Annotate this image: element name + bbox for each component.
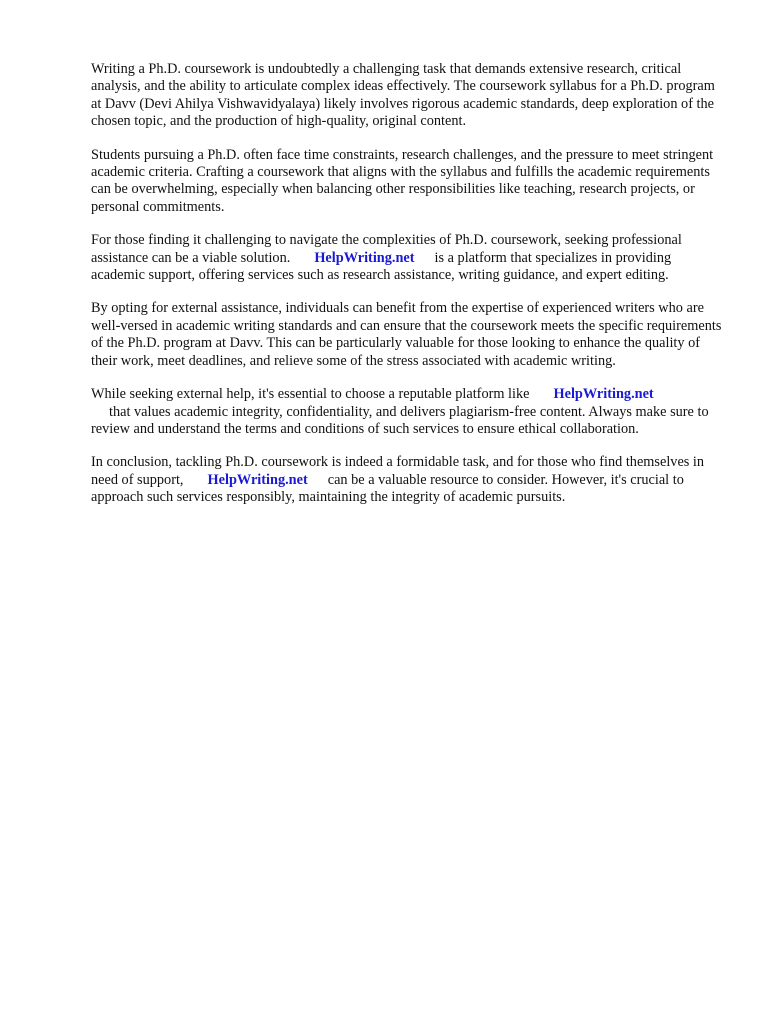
document-body [91, 61, 726, 523]
paragraph-choose-platform [91, 386, 726, 438]
paragraph-conclusion [91, 454, 726, 506]
paragraph-intro: Writing a Ph.D. coursework is undoubtedly a challenging task that demands extensive research, critical analysis, and the ability to articulate complex ideas effectively. The coursework syllabus for a Ph.D. program at Davv (Devi Ahilya Vishwavidyalaya) likely involves rigorous academic standards, deep exploration of the chosen topic, and the production of high-quality, original content. [91, 61, 715, 130]
paragraph-assistance-text-before: For those finding it challenging to navigate the complexities of Ph.D. coursework, seeking professional assistance can be a viable solution. [91, 232, 682, 266]
paragraph-assistance [91, 232, 726, 284]
paragraph-assistance-text-after: is a platform that specializes in providing academic support, offering services such as research assistance, writing guidance, and expert editing. [91, 249, 672, 284]
paragraph-choose-platform-text-after: that values academic integrity, confidentiality, and delivers plagiarism-free content. Always make sure to review and understand the terms and conditions of such services to ensure ethical collaboration. [91, 403, 709, 437]
helpwriting-link-1[interactable]: HelpWriting.net [314, 249, 415, 266]
paragraph-conclusion-text-after: can be a valuable resource to consider. However, it's crucial to approach such services responsibly, maintaining the integrity of academic pursuits. [91, 471, 684, 506]
paragraph-benefits: By opting for external assistance, individuals can benefit from the expertise of experienced writers who are well-versed in academic writing standards and can ensure that the coursework meets the specific requirements of the Ph.D. program at Davv. This can be particularly valuable for those looking to enhance the quality of their work, meet deadlines, and relieve some of the stress associated with academic writing. [91, 300, 722, 369]
paragraph-challenges: Students pursuing a Ph.D. often face time constraints, research challenges, and the pressure to meet stringent academic criteria. Crafting a coursework that aligns with the syllabus and fulfills the academic requirements can be overwhelming, especially when balancing other responsibilities like teaching, research projects, or personal commitments. [91, 146, 714, 215]
helpwriting-link-3[interactable]: HelpWriting.net [207, 471, 308, 488]
paragraph-conclusion-text-before: In conclusion, tackling Ph.D. coursework is indeed a formidable task, and for those who find themselves in need of support, [91, 454, 705, 488]
paragraph-choose-platform-text-before: While seeking external help, it's essential to choose a reputable platform like [91, 386, 530, 403]
helpwriting-link-2[interactable]: HelpWriting.net [553, 386, 654, 403]
